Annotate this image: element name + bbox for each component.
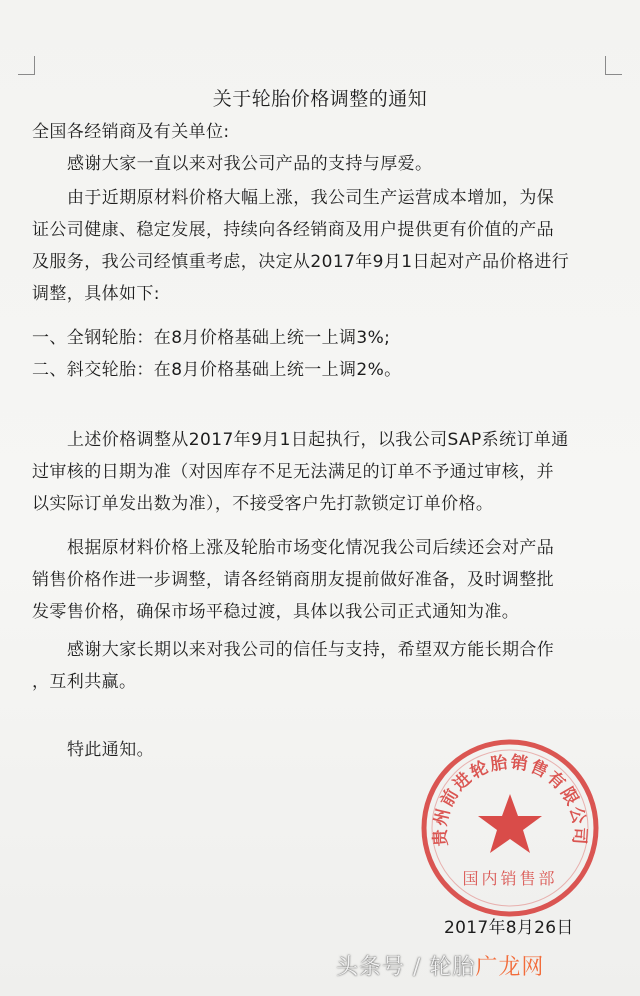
reason-line: 由于近期原材料价格大幅上涨，我公司生产运营成本增加，为保 — [67, 188, 555, 208]
company-seal — [418, 736, 602, 920]
followup-paragraph — [32, 532, 614, 628]
adjustment-item: 一、全钢轮胎：在8月价格基础上统一上调3%; — [32, 328, 391, 348]
closing-line: 感谢大家长期以来对我公司的信任与支持，希望双方能长期合作 — [67, 640, 555, 660]
closing-paragraph — [32, 634, 614, 698]
closing-line: ，互利共赢。 — [32, 672, 137, 692]
watermark-highlight: 广龙网 — [475, 955, 545, 980]
followup-line: 销售价格作进一步调整，请各经销商朋友提前做好准备，及时调整批 — [32, 570, 554, 590]
followup-line: 根据原材料价格上涨及轮胎市场变化情况我公司后续还会对产品 — [67, 538, 555, 558]
watermark — [336, 950, 544, 981]
document-date: 2017年8月26日 — [444, 918, 574, 938]
execution-paragraph — [32, 424, 614, 520]
seal-company-text: 贵州前进轮胎销售有限公司 — [430, 752, 590, 847]
document-title: 关于轮胎价格调整的通知 — [212, 88, 428, 110]
salutation: 全国各经销商及有关单位: — [32, 122, 230, 142]
special-notice: 特此通知。 — [67, 740, 154, 760]
watermark-prefix: 头条号 / 轮胎 — [336, 955, 476, 980]
adjustment-item: 二、斜交轮胎：在8月价格基础上统一上调2%。 — [32, 360, 402, 380]
execution-line: 以实际订单发出数为准），不接受客户先打款锁定订单价格。 — [32, 494, 494, 514]
reason-line: 调整，具体如下: — [32, 284, 160, 304]
seal-department-text: 国内销售部 — [462, 869, 558, 888]
seal-star-icon — [478, 794, 542, 853]
crop-mark-top-left — [18, 56, 35, 75]
reason-line: 及服务，我公司经慎重考虑，决定从2017年9月1日起对产品价格进行 — [32, 252, 570, 272]
crop-mark-top-right — [605, 56, 622, 75]
execution-line: 上述价格调整从2017年9月1日起执行，以我公司SAP系统订单通 — [67, 430, 569, 450]
thanks-paragraph: 感谢大家一直以来对我公司产品的支持与厚爱。 — [67, 154, 433, 174]
execution-line: 过审核的日期为准（对因库存不足无法满足的订单不予通过审核，并 — [32, 462, 554, 482]
reason-paragraph — [32, 182, 614, 310]
followup-line: 发零售价格，确保市场平稳过渡，具体以我公司正式通知为准。 — [32, 602, 520, 622]
reason-line: 证公司健康、稳定发展，持续向各经销商及用户提供更有价值的产品 — [32, 220, 554, 240]
adjustment-list — [32, 322, 614, 386]
